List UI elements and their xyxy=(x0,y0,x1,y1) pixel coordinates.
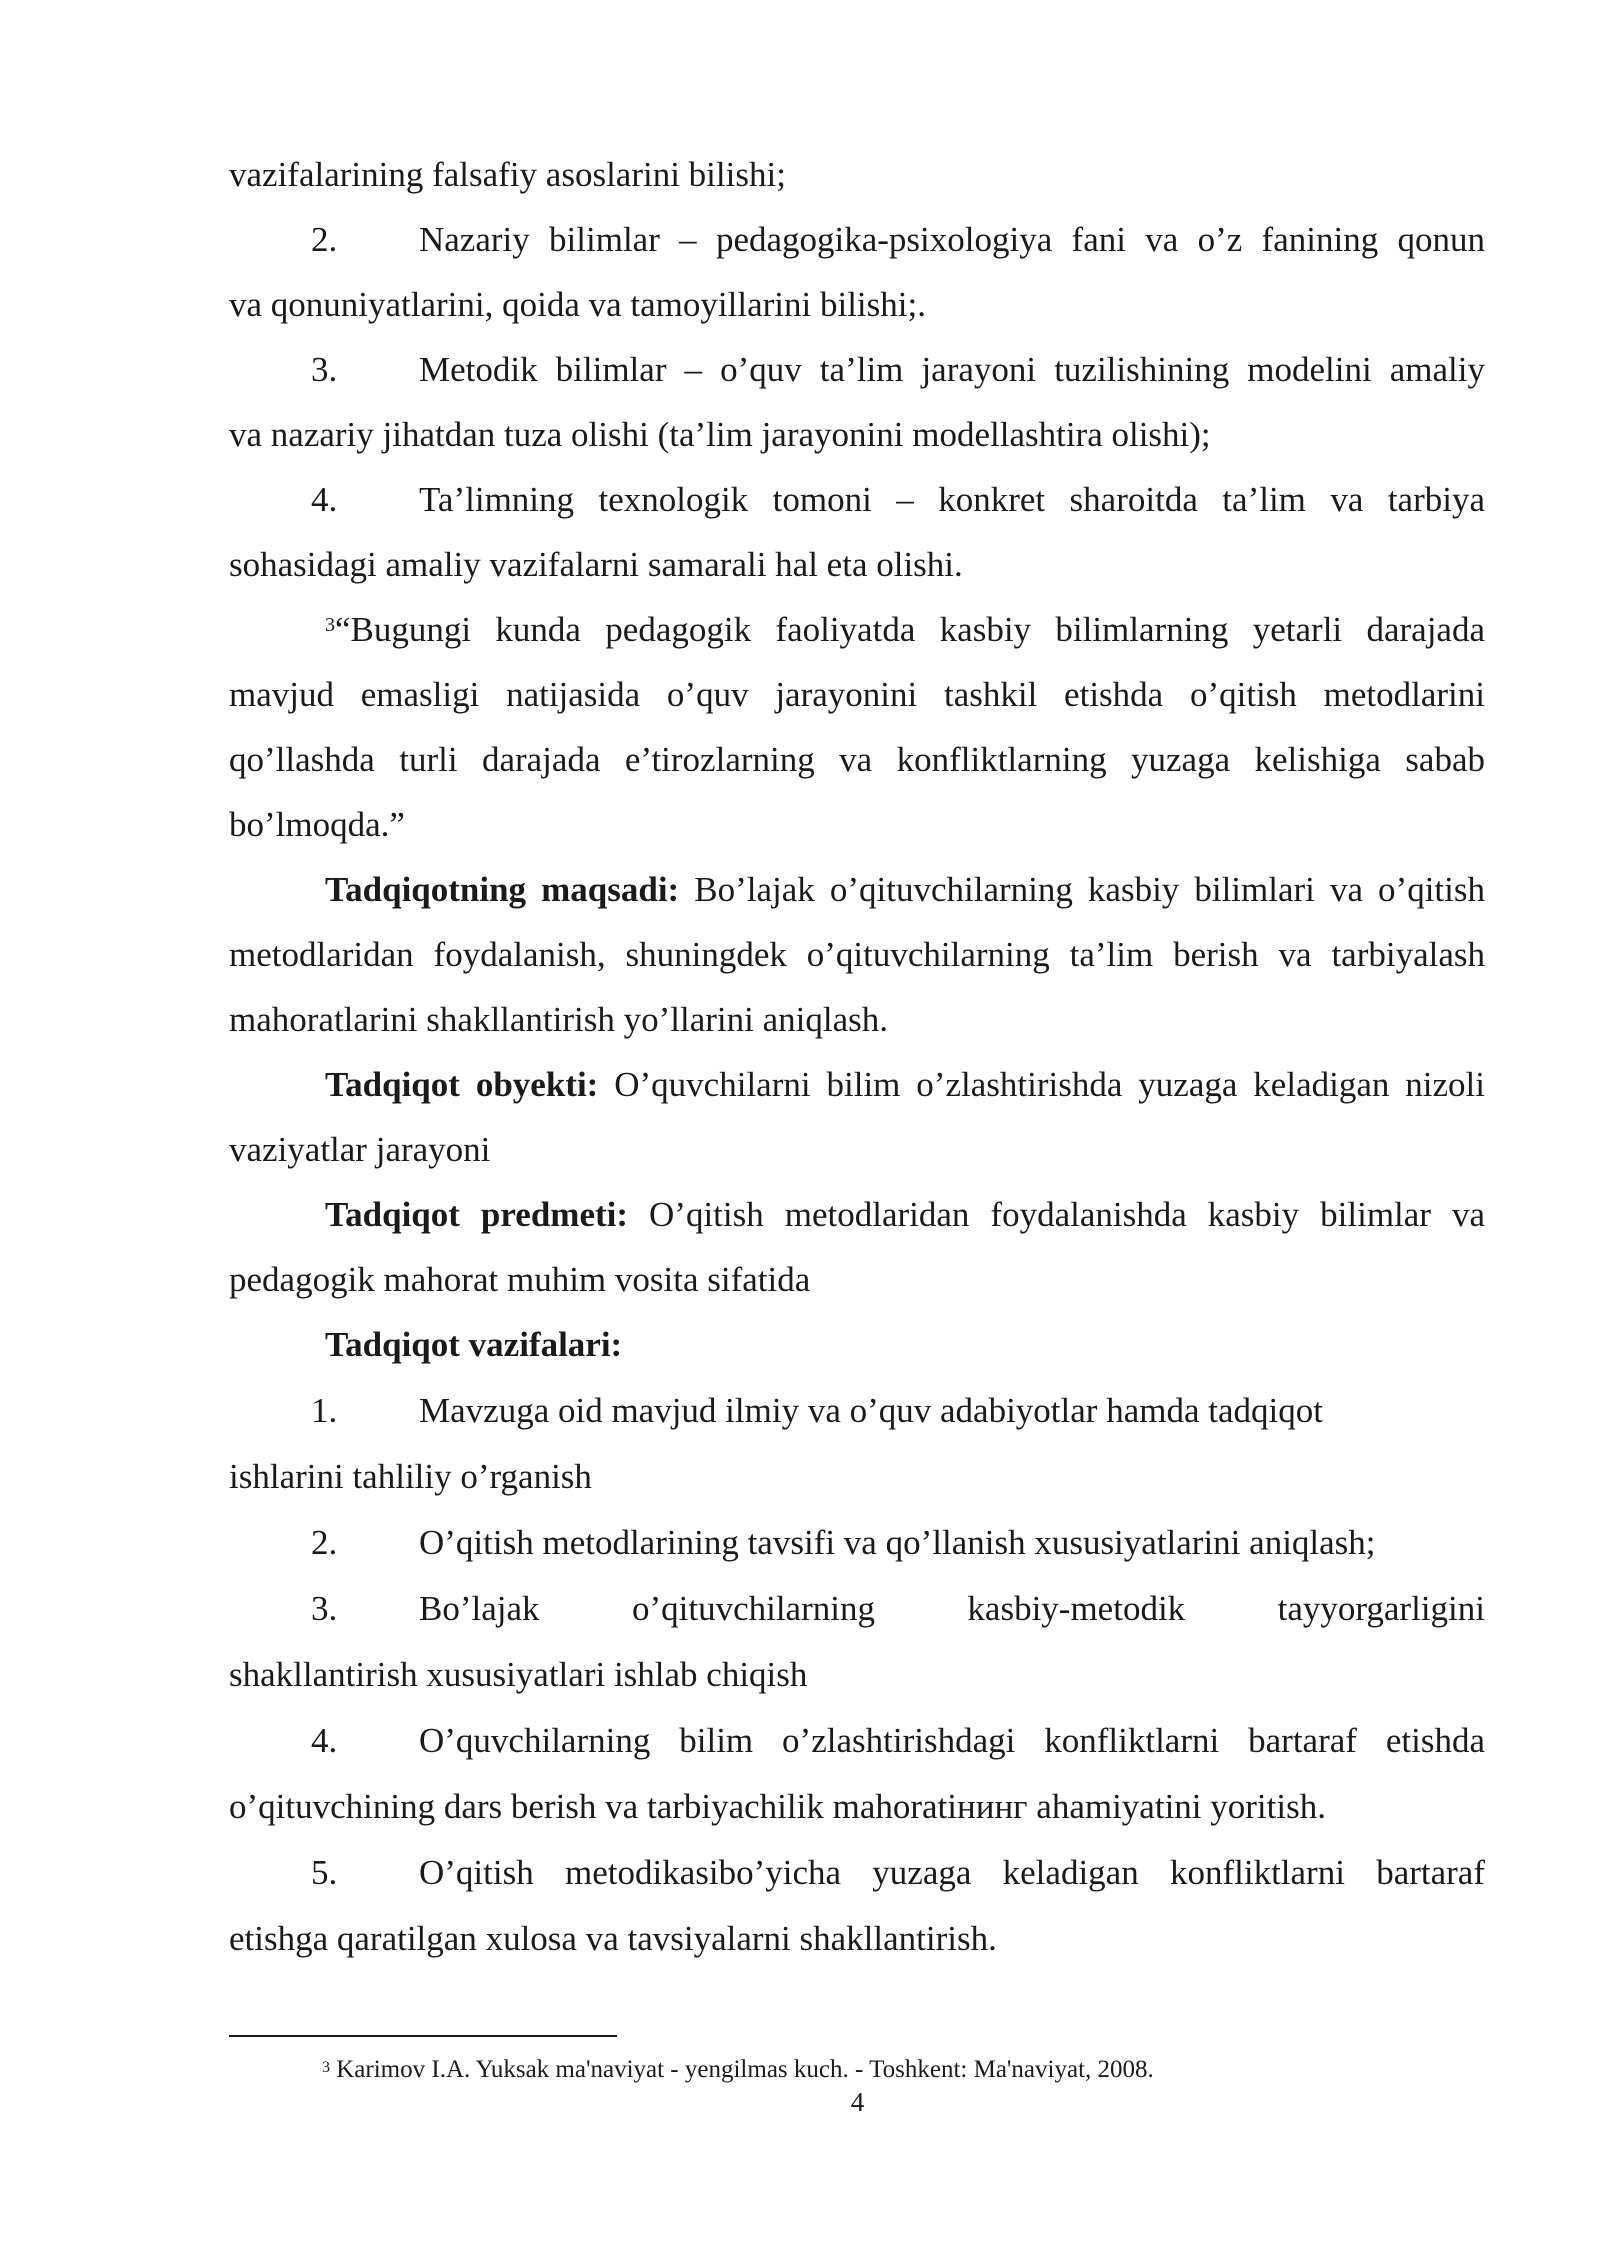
list-item-text: O’quvchilarning bilim o’zlashtirishdagi konfliktlarni bartaraf etishda xyxy=(419,1721,1485,1760)
list-item-text-continued: va nazariy jihatdan tuza olishi (ta’lim jarayonini modellashtira olishi); xyxy=(229,415,1211,454)
research-goal-label: Tadqiqotning maqsadi: xyxy=(325,870,680,909)
list-item-text: Nazariy bilimlar – pedagogika-psixologiya fani va o’z fanining qonun xyxy=(419,220,1485,259)
list-number: 4. xyxy=(311,480,338,519)
footnote-separator xyxy=(229,2035,617,2037)
list-item-text: Metodik bilimlar – o’quv ta’lim jarayoni tuzilishining modelini amaliy xyxy=(419,350,1485,389)
list-item xyxy=(229,1840,1485,1972)
list-number: 2. xyxy=(311,1523,338,1562)
list-item-text: O’qitish metodlarining tavsifi va qo’llanish xususiyatlarini aniqlash; xyxy=(419,1523,1376,1562)
list-item-text: O’qitish metodikasibo’yicha yuzaga keladigan konfliktlarni bartaraf xyxy=(419,1853,1485,1892)
footnote xyxy=(322,2053,1154,2087)
list-item-text-continued: o’qituvchining dars berish va tarbiyachilik mahoratiнинг ahamiyatini yoritish. xyxy=(229,1787,1326,1826)
tasks-list xyxy=(229,1378,1485,1972)
list-item xyxy=(229,207,1485,337)
quote-paragraph xyxy=(229,597,1485,857)
footnote-reference: 3 xyxy=(325,614,335,636)
research-tasks-label: Tadqiqot vazifalari: xyxy=(325,1325,623,1364)
research-object-paragraph xyxy=(229,1052,1485,1182)
list-item xyxy=(229,1378,1485,1510)
list-number: 5. xyxy=(311,1853,338,1892)
list-number: 2. xyxy=(311,220,338,259)
footnote-text: Karimov I.A. Yuksak ma'naviyat - yengilmas kuch. - Toshkent: Ma'naviyat, 2008. xyxy=(330,2056,1154,2083)
list-number: 4. xyxy=(311,1721,338,1760)
body-text xyxy=(229,142,1485,1377)
list-item xyxy=(229,1708,1485,1840)
list-item-text-continued: ishlarini tahliliy o’rganish xyxy=(229,1457,592,1496)
list-item xyxy=(229,1510,1485,1576)
list-item-text: Ta’limning texnologik tomoni – konkret sharoitda ta’lim va tarbiya xyxy=(419,480,1485,519)
list-item-text-continued: va qonuniyatlarini, qoida va tamoyillarini bilishi;. xyxy=(229,285,926,324)
research-subject-label: Tadqiqot predmeti: xyxy=(325,1195,629,1234)
list-number: 3. xyxy=(311,350,338,389)
list-item xyxy=(229,1576,1485,1708)
research-goal-text: Bo’lajak o’qituvchilarning kasbiy bilimlari va o’qitish metodlaridan foydalanish, shuningdek o’qituvchilarning ta’lim berish va tarbiyalash mahoratlarini shakllantirish yo’llarini aniqlash. xyxy=(229,870,1485,1039)
research-goal-paragraph xyxy=(229,857,1485,1052)
list-item xyxy=(229,337,1485,467)
list-item-text-continued: sohasidagi amaliy vazifalarni samarali hal eta olishi. xyxy=(229,545,963,584)
paragraph-continuation: vazifalarining falsafiy asoslarini bilishi; xyxy=(229,155,786,194)
research-object-text: O’quvchilarni bilim o’zlashtirishda yuzaga keladigan nizoli vaziyatlar jarayoni xyxy=(229,1065,1485,1169)
list-number: 1. xyxy=(311,1391,338,1430)
list-item-text-continued: shakllantirish xususiyatlari ishlab chiqish xyxy=(229,1655,808,1694)
quote-text: “Bugungi kunda pedagogik faoliyatda kasbiy bilimlarning yetarli darajada mavjud emasligi natijasida o’quv jarayonini tashkil etishda o’qitish metodlarini qo’llashda turli darajada e’tirozlarning va konfliktlarning yuzaga kelishiga sabab bo’lmoqda.” xyxy=(229,610,1485,844)
research-subject-paragraph xyxy=(229,1182,1485,1312)
list-item-text-continued: etishga qaratilgan xulosa va tavsiyalarni shakllantirish. xyxy=(229,1919,997,1958)
list-number: 3. xyxy=(311,1589,338,1628)
list-item-text: Bo’lajak o’qituvchilarning kasbiy-metodik tayyorgarligini xyxy=(419,1589,1485,1628)
research-object-label: Tadqiqot obyekti: xyxy=(325,1065,599,1104)
footnote-number: 3 xyxy=(322,2059,330,2076)
list-item xyxy=(229,467,1485,597)
list-item-text: Mavzuga oid mavjud ilmiy va o’quv adabiyotlar hamda tadqiqot xyxy=(419,1391,1323,1430)
page-number: 4 xyxy=(850,2087,865,2117)
research-subject-text: O’qitish metodlaridan foydalanishda kasbiy bilimlar va pedagogik mahorat muhim vosita sifatida xyxy=(229,1195,1486,1299)
research-tasks-heading xyxy=(229,1312,1485,1377)
